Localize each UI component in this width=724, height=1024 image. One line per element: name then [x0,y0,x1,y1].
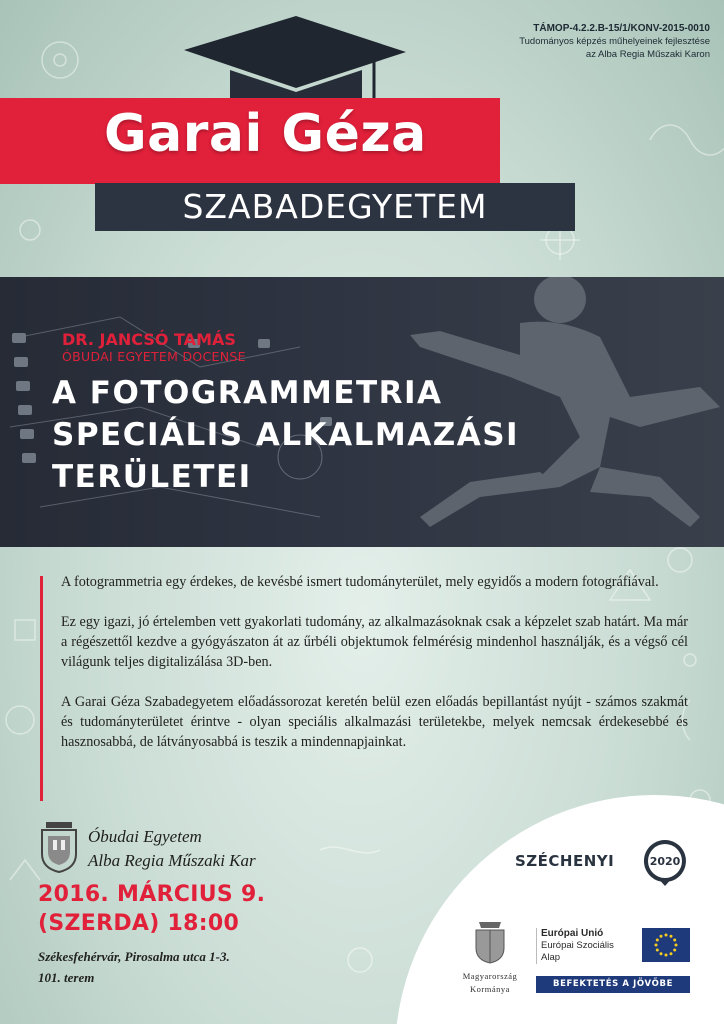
text-accent-bar [40,576,43,801]
lecture-title-line: SPECIÁLIS ALKALMAZÁSI [52,417,520,453]
lecture-description [61,572,688,772]
venue-name [88,825,256,873]
project-line-2: az Alba Regia Műszaki Karon [585,49,710,60]
event-date-line: 2016. MÁRCIUS 9. [38,882,266,907]
szechenyi-2020-badge [642,838,688,888]
lecture-title [52,372,519,498]
hungarian-coat-of-arms-icon [473,918,507,964]
project-reference [519,22,710,61]
event-subtitle: SZABADEGYETEM [182,187,488,226]
project-code: TÁMOP-4.2.2.B-15/1/KONV-2015-0010 [533,23,710,34]
address-line-1: Székesfehérvár, Pirosalma utca 1-3. [38,949,230,964]
speaker-role: ÓBUDAI EGYETEM DOCENSE [62,349,246,364]
event-time-line: (SZERDA) 18:00 [38,911,240,936]
eu-line-2: Európai Szociális [541,940,614,951]
invest-in-future-banner: BEFEKTETÉS A JÖVŐBE [536,976,690,993]
project-line-1: Tudományos képzés műhelyeinek fejlesztése [519,36,710,47]
government-line-1: Magyarország [462,971,518,981]
description-paragraph: Ez egy igazi, jó értelemben vett gyakorlati tudomány, az alkalmazásoknak csak a képzelet szab határt. Ma már a régészettől kezdve a gyógyászaton át az űrbéli objektumok felmérésig mindenhol használják, és a végső cél világunk teljes digitalizálása 3D-ben. [61,614,688,670]
szechenyi-label: SZÉCHENYI [515,852,615,870]
event-date [38,880,265,938]
government-line-2: Kormánya [470,984,510,994]
address-line-2: 101. terem [38,970,95,985]
venue-line-2: Alba Regia Műszaki Kar [88,851,256,870]
venue-line-1: Óbudai Egyetem [88,827,202,846]
description-paragraph: A fotogrammetria egy érdekes, de kevésbé ismert tudományterület, mely egyidős a modern fotográfiával. [61,574,659,590]
eu-fund-text [536,928,614,964]
hungarian-government-logo [448,918,532,995]
event-title: Garai Géza [104,104,427,164]
lecture-title-line: TERÜLETEI [52,459,252,495]
eu-line-1: Európai Unió [541,928,604,939]
eu-line-3: Alap [541,952,561,963]
lecture-title-line: A FOTOGRAMMETRIA [52,375,443,411]
speaker-name: DR. JANCSÓ TAMÁS [62,330,236,349]
szechenyi-year: 2020 [649,855,681,868]
description-paragraph: A Garai Géza Szabadegyetem előadássorozat keretén belül ezen előadás bepillantást nyújt - számos szakmát és tudományterületet érintve - olyan speciális alkalmazási területekbe, melyek nemcsak érdekesebbé és hasznosabbá, de látványosabbá is teszik a mindennapjainkat. [61,694,688,750]
event-address [38,946,230,988]
university-crest-icon [38,818,80,874]
eu-flag-icon [642,928,690,962]
